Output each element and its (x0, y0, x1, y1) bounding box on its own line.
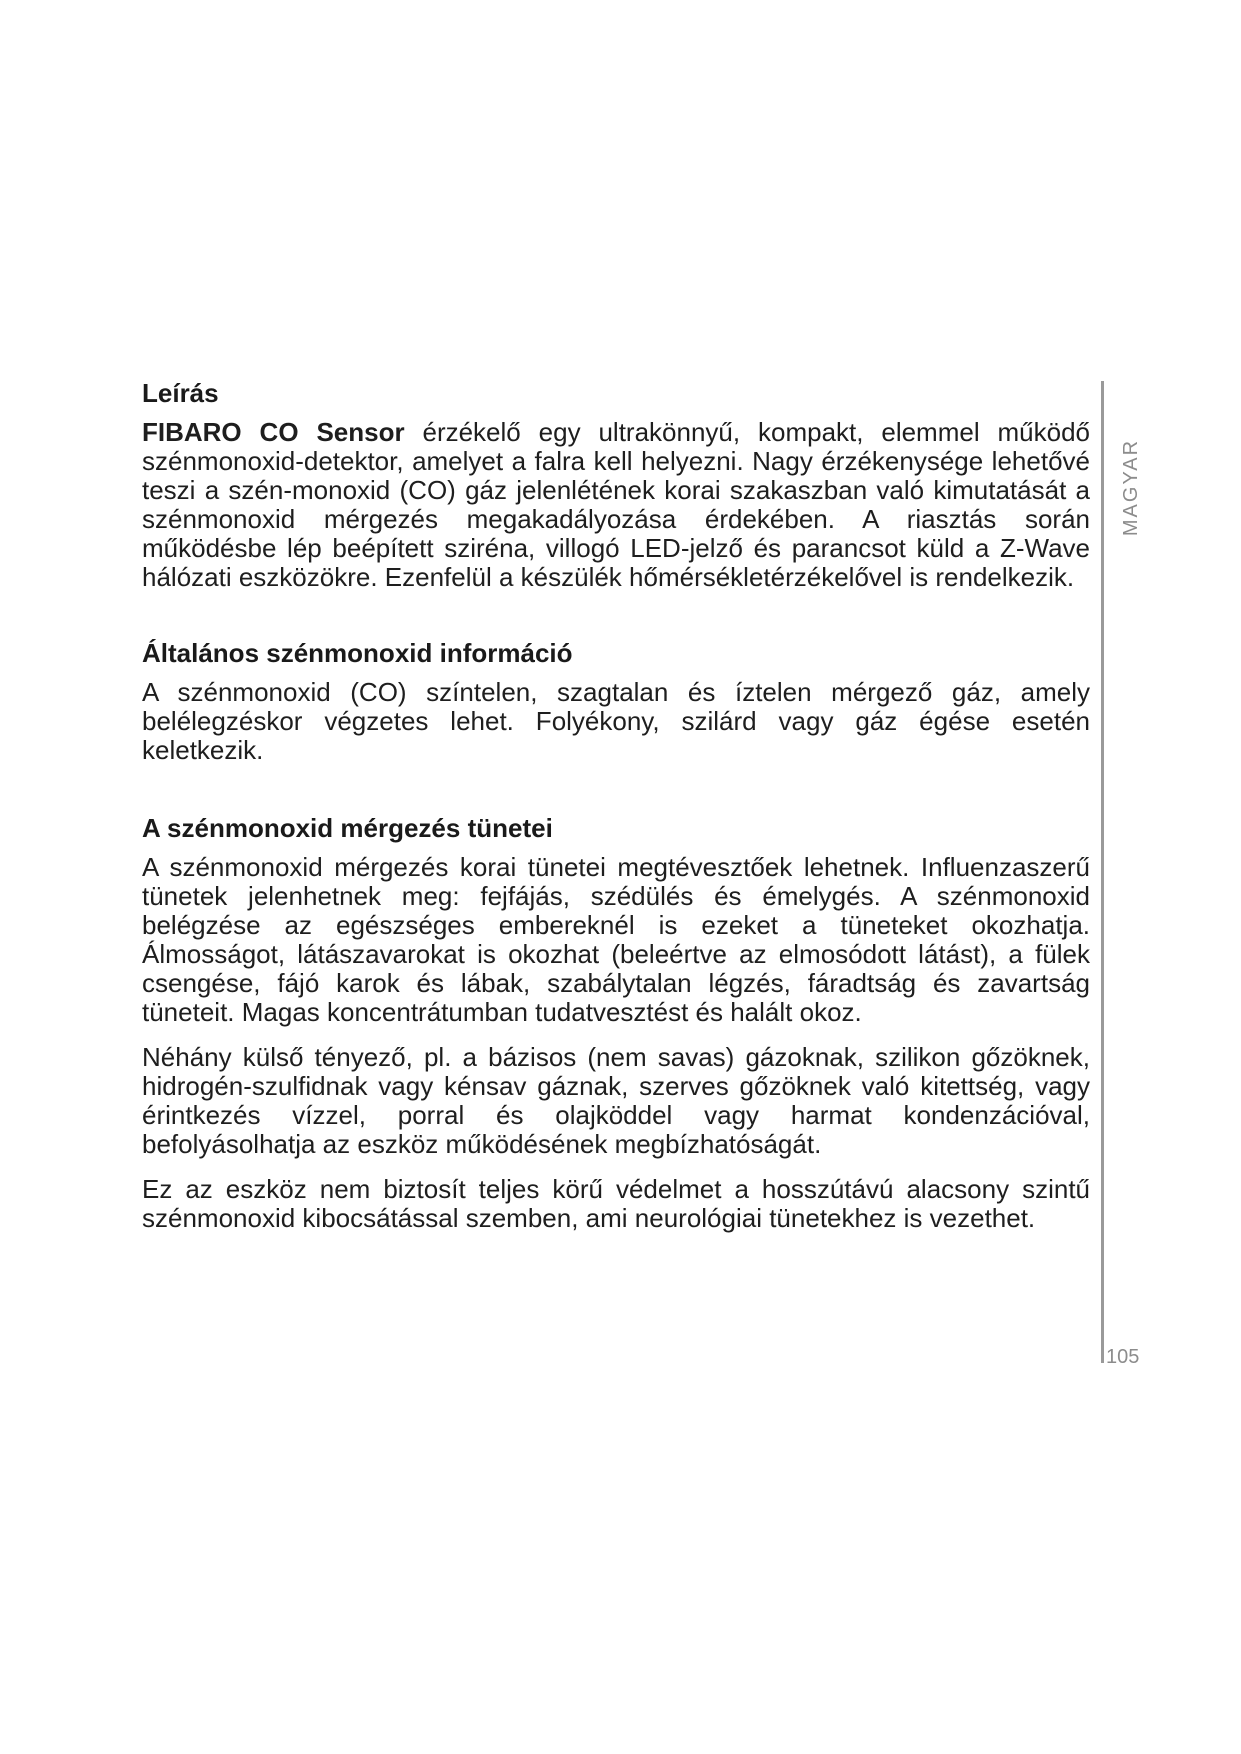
product-name: FIBARO CO Sensor (142, 417, 405, 447)
section-description (142, 378, 1090, 592)
page-number: 105 (1106, 1346, 1140, 1368)
side-rule (1101, 381, 1104, 1363)
section-paragraph: Néhány külső tényező, pl. a bázisos (nem savas) gázoknak, szilikon gőzöknek, hidrogén-szulfidnak vagy kénsav gáznak, szerves gőzöknek való kitettség, vagy érintkezés vízzel, porral és olajköddel vagy harmat kondenzációval, befolyásolhatja az eszköz működésének megbízhatóságát. (142, 1042, 1090, 1159)
section-paragraph: A szénmonoxid mérgezés korai tünetei megtévesztőek lehetnek. Influenzaszerű tünetek jelenhetnek meg: fejfájás, szédülés és émelygés. A szénmonoxid belégzése az egészséges embereknél is ezeket a tüneteket okozhatja. Álmosságot, látászavarokat is okozhat (beleértve az elmosódott látást), a fülek csengése, fájó karok és lábak, szabálytalan légzés, fáradtság és zavartság tüneteit. Magas koncentrátumban tudatvesztést és halált okoz. (142, 852, 1090, 1027)
section-heading: Leírás (142, 378, 219, 408)
section-heading: A szénmonoxid mérgezés tünetei (142, 813, 553, 843)
language-tab (1114, 433, 1150, 541)
language-label: MAGYAR (1120, 438, 1143, 536)
section-general-info (142, 638, 1090, 765)
paragraph-text: érzékelő egy ultrakönnyű, kompakt, elemmel működő szénmonoxid-detektor, amelyet a falra kell helyezni. Nagy érzékenysége lehetővé teszi a szén-monoxid (CO) gáz jelenlétének korai szakaszban való kimutatását a szénmonoxid mérgezés megakadályozása érdekében. A riasztás során működésbe lép beépített sziréna, villogó LED-jelző és parancsot küld a Z-Wave hálózati eszközökre. Ezenfelül a készülék hőmérsékletérzékelővel is rendelkezik. (142, 417, 1090, 592)
section-heading: Általános szénmonoxid információ (142, 638, 573, 668)
section-paragraph (142, 418, 1090, 592)
section-paragraph: A szénmonoxid (CO) színtelen, szagtalan és íztelen mérgező gáz, amely belélegzéskor végzetes lehet. Folyékony, szilárd vagy gáz égése esetén keletkezik. (142, 677, 1090, 765)
page-content (142, 378, 1090, 1233)
section-symptoms (142, 813, 1090, 1233)
section-paragraph: Ez az eszköz nem biztosít teljes körű védelmet a hosszútávú alacsony szintű szénmonoxid kibocsátással szemben, ami neurológiai tünetekhez is vezethet. (142, 1174, 1090, 1233)
